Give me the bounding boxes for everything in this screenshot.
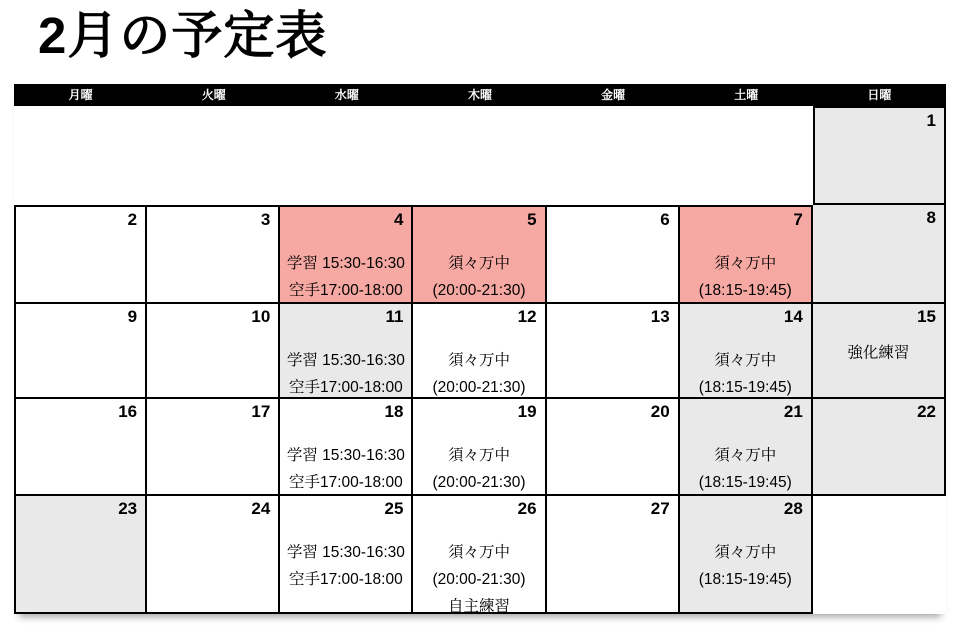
day-number: 26 xyxy=(517,499,537,518)
calendar-cell-day-23 xyxy=(14,496,147,614)
calendar-cell-day-24 xyxy=(147,496,280,614)
calendar-cell-empty xyxy=(813,496,946,614)
calendar-cell-empty xyxy=(14,106,147,205)
weekday-header-5: 土曜 xyxy=(734,88,759,102)
calendar-cell-day-19 xyxy=(413,399,546,496)
event-text: (18:15-19:45) xyxy=(698,571,792,588)
event-text: (20:00-21:30) xyxy=(432,571,526,588)
event-text: 須々万中 xyxy=(714,544,777,561)
week-row-4 xyxy=(14,496,946,614)
event-text: 須々万中 xyxy=(714,447,777,464)
day-number: 12 xyxy=(517,307,537,326)
week-row-3 xyxy=(14,399,946,496)
day-number: 16 xyxy=(118,402,138,421)
calendar-cell-day-7 xyxy=(680,205,813,304)
day-number: 24 xyxy=(251,499,271,518)
event-text: 自主練習 xyxy=(447,598,510,615)
day-number: 25 xyxy=(384,499,404,518)
calendar-cell-day-27 xyxy=(547,496,680,614)
calendar-cell-day-10 xyxy=(147,304,280,399)
event-text: 空手17:00-18:00 xyxy=(288,571,403,588)
day-number: 8 xyxy=(926,208,936,227)
day-number: 19 xyxy=(517,402,537,421)
event-list xyxy=(280,539,411,593)
event-text: 空手17:00-18:00 xyxy=(288,474,403,491)
calendar-cell-empty xyxy=(680,106,813,205)
event-list xyxy=(280,442,411,496)
calendar-cell-day-17 xyxy=(147,399,280,496)
day-number: 3 xyxy=(260,210,271,229)
calendar-cell-day-28 xyxy=(680,496,813,614)
weekday-header-row xyxy=(14,84,946,106)
calendar-cell-day-12 xyxy=(413,304,546,399)
calendar-cell-day-9 xyxy=(14,304,147,399)
event-text: (20:00-21:30) xyxy=(432,474,526,491)
event-text: 須々万中 xyxy=(447,447,510,464)
event-list xyxy=(413,442,544,496)
day-number: 18 xyxy=(384,402,404,421)
calendar-cell-day-14 xyxy=(680,304,813,399)
day-number: 13 xyxy=(650,307,670,326)
calendar xyxy=(14,84,946,614)
calendar-cell-day-15 xyxy=(813,304,946,399)
weekday-header-1: 火曜 xyxy=(201,88,226,102)
event-list xyxy=(680,442,811,496)
event-text: 学習 15:30-16:30 xyxy=(286,447,405,464)
day-number: 17 xyxy=(251,402,271,421)
calendar-cell-day-11 xyxy=(280,304,413,399)
calendar-cell-day-18 xyxy=(280,399,413,496)
weekday-header-3: 木曜 xyxy=(467,88,492,102)
day-number: 23 xyxy=(118,499,138,518)
day-number: 6 xyxy=(660,210,670,229)
event-text: (18:15-19:45) xyxy=(698,282,792,299)
event-text: 学習 15:30-16:30 xyxy=(286,544,405,561)
calendar-cell-empty xyxy=(147,106,280,205)
calendar-cell-day-16 xyxy=(14,399,147,496)
weekday-header-6: 日曜 xyxy=(867,88,892,102)
event-text: 学習 15:30-16:30 xyxy=(286,352,405,369)
page-title: 2月の予定表 xyxy=(38,7,328,64)
event-list xyxy=(680,250,811,304)
day-number: 4 xyxy=(393,210,404,229)
event-list xyxy=(680,539,811,593)
calendar-cell-day-5 xyxy=(413,205,546,304)
day-number: 10 xyxy=(251,307,271,326)
event-text: (20:00-21:30) xyxy=(432,379,526,396)
event-list xyxy=(413,347,544,401)
event-text: 須々万中 xyxy=(447,255,510,272)
event-text: (20:00-21:30) xyxy=(432,282,526,299)
day-number: 27 xyxy=(650,499,670,518)
event-text: 須々万中 xyxy=(714,255,777,272)
day-number: 11 xyxy=(385,307,404,326)
week-row-0 xyxy=(14,106,946,205)
calendar-grid xyxy=(14,106,946,614)
calendar-cell-day-13 xyxy=(547,304,680,399)
day-number: 9 xyxy=(127,307,138,326)
event-text: (18:15-19:45) xyxy=(698,379,792,396)
calendar-cell-day-26 xyxy=(413,496,546,614)
day-number: 7 xyxy=(793,210,803,229)
day-number: 22 xyxy=(917,402,936,421)
event-text: (18:15-19:45) xyxy=(698,474,792,491)
day-number: 28 xyxy=(783,499,803,518)
weekday-header-4: 金曜 xyxy=(601,88,626,102)
event-text: 空手17:00-18:00 xyxy=(288,282,403,299)
calendar-cell-day-1 xyxy=(813,106,946,205)
week-row-1 xyxy=(14,205,946,304)
calendar-cell-day-3 xyxy=(147,205,280,304)
event-list xyxy=(280,347,411,401)
weekday-header-0: 月曜 xyxy=(68,88,93,102)
event-text: 須々万中 xyxy=(447,544,510,561)
event-text: 強化練習 xyxy=(847,344,910,362)
calendar-cell-day-25 xyxy=(280,496,413,614)
event-list xyxy=(813,339,944,366)
calendar-cell-day-2 xyxy=(14,205,147,304)
event-list xyxy=(680,347,811,401)
calendar-cell-day-21 xyxy=(680,399,813,496)
event-list xyxy=(413,539,544,620)
day-number: 15 xyxy=(917,307,936,326)
day-number: 20 xyxy=(650,402,670,421)
day-number: 21 xyxy=(783,402,803,421)
calendar-cell-day-22 xyxy=(813,399,946,496)
event-text: 須々万中 xyxy=(714,352,777,369)
week-row-2 xyxy=(14,304,946,399)
day-number: 14 xyxy=(783,307,803,326)
event-list xyxy=(280,250,411,304)
day-number: 2 xyxy=(127,210,138,229)
calendar-cell-day-8 xyxy=(813,205,946,304)
event-text: 空手17:00-18:00 xyxy=(288,379,403,396)
calendar-cell-day-20 xyxy=(547,399,680,496)
calendar-cell-empty xyxy=(547,106,680,205)
day-number: 5 xyxy=(527,210,537,229)
calendar-cell-empty xyxy=(413,106,546,205)
day-number: 1 xyxy=(926,111,936,130)
event-list xyxy=(413,250,544,304)
event-text: 学習 15:30-16:30 xyxy=(286,255,405,272)
calendar-cell-empty xyxy=(280,106,413,205)
event-text: 須々万中 xyxy=(447,352,510,369)
calendar-cell-day-4 xyxy=(280,205,413,304)
calendar-cell-day-6 xyxy=(547,205,680,304)
weekday-header-2: 水曜 xyxy=(334,88,359,102)
